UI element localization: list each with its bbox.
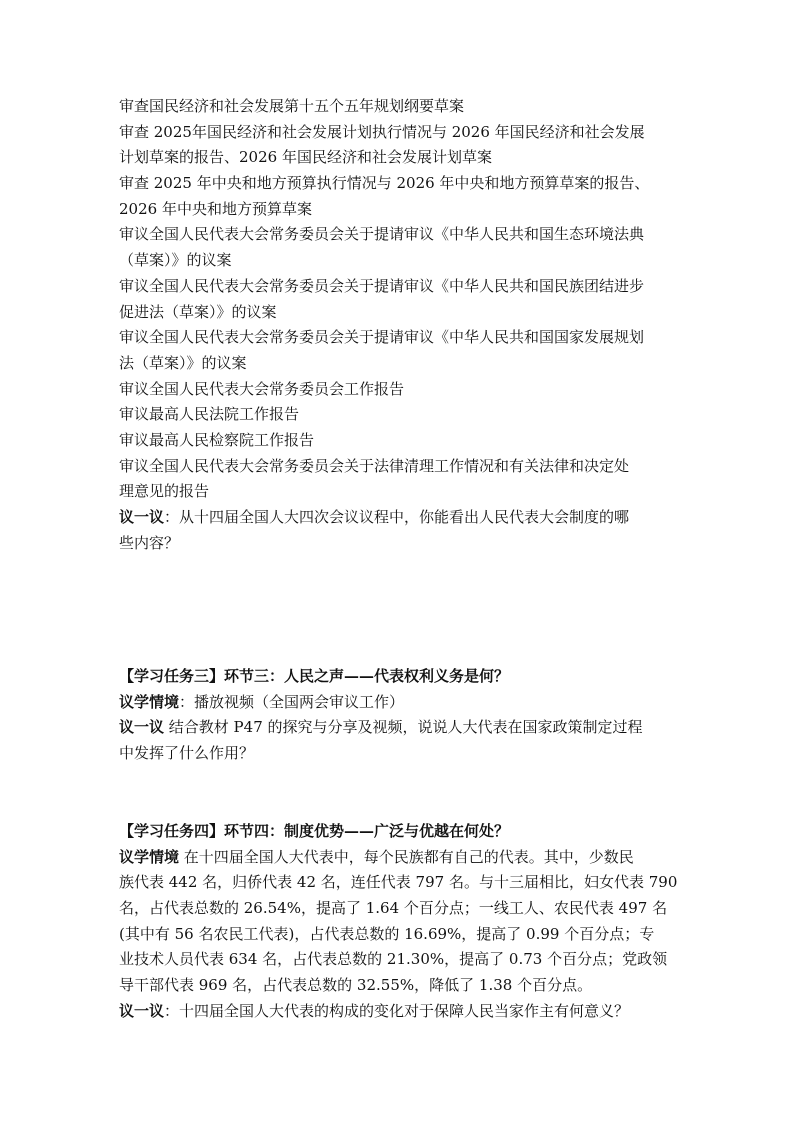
agenda-discuss-line-2: 些内容？ — [119, 533, 180, 552]
task3-discuss-label: 议一议 — [119, 718, 165, 737]
task3-title: 【学习任务三】环节三：人民之声——代表权利义务是何？ — [119, 667, 510, 685]
task4-situation-line-6: 导干部代表 969 名，占代表总数的 32.55%，降低了 1.38 个百分点。 — [119, 976, 593, 995]
agenda-item-7: 审议全国人民代表大会常务委员会工作报告 — [119, 379, 405, 398]
task4-situation-label: 议学情境 — [119, 847, 180, 866]
task3-situation-label: 议学情境 — [119, 692, 180, 711]
task3-situation-text: ：播放视频（全国两会审议工作） — [179, 692, 405, 711]
task4-situation-line-3: 名，占代表总数的 26.54%，提高了 1.64 个百分点；一线工人、农民代表 497 名 — [119, 899, 668, 918]
agenda-item-10-line-2: 理意见的报告 — [119, 482, 210, 501]
task4-title: 【学习任务四】环节四：制度优势——广泛与优越在何处？ — [119, 822, 510, 840]
agenda-item-2-line-2: 计划草案的报告、2026 年国民经济和社会发展计划草案 — [119, 148, 492, 167]
agenda-item-1-line-1: 审查国民经济和社会发展第十五个五年规划纲要草案 — [119, 97, 465, 115]
task4-discuss — [119, 999, 679, 1025]
agenda-item-4-line-2: （草案）》的议案 — [119, 251, 232, 270]
agenda-item-5-line-1: 审议全国人民代表大会常务委员会关于提请审议《中华人民共和国民族团结进步 — [119, 276, 645, 295]
task4-situation-line-2: 族代表 442 名，归侨代表 42 名，连任代表 797 名。与十三届相比，妇女代表 790 — [119, 873, 678, 892]
agenda-discuss-text: ：从十四届全国人大四次会议议程中，你能看出人民代表大会制度的哪 — [164, 508, 630, 526]
task3-situation — [119, 690, 679, 716]
agenda-item-4-line-1: 审议全国人民代表大会常务委员会关于提请审议《中华人民共和国生态环境法典 — [119, 225, 645, 244]
task3-section — [119, 664, 679, 767]
agenda-item-5-line-2: 促进法（草案）》的议案 — [119, 302, 277, 321]
agenda-discuss-line-1 — [119, 505, 679, 531]
task4-discuss-text: ：十四届全国人大代表的构成的变化对于保障人民当家作主有何意义？ — [164, 1001, 630, 1020]
agenda-item-8: 审议最高人民法院工作报告 — [119, 405, 300, 424]
agenda-item-9: 审议最高人民检察院工作报告 — [119, 430, 315, 449]
agenda-discuss-label: 议一议 — [119, 508, 165, 526]
agenda-list — [119, 94, 679, 556]
agenda-item-3-line-1: 审查 2025 年中央和地方预算执行情况与 2026 年中央和地方预算草案的报告、 — [119, 174, 650, 193]
agenda-item-10-line-1: 审议全国人民代表大会常务委员会关于法律清理工作情况和有关法律和决定处 — [119, 456, 630, 475]
task4-situation-line-1 — [119, 845, 679, 871]
task3-discuss-text: 结合教材 P47 的探究与分享及视频，说说人大代表在国家政策制定过程 — [164, 718, 643, 737]
agenda-item-3-line-2: 2026 年中央和地方预算草案 — [119, 199, 312, 218]
agenda-item-6-line-1: 审议全国人民代表大会常务委员会关于提请审议《中华人民共和国国家发展规划 — [119, 328, 645, 347]
task4-situation-line-4: (其中有 56 名农民工代表)，占代表总数的 16.69%，提高了 0.99 个百分点；专 — [119, 924, 655, 943]
task4-situation-line-5: 业技术人员代表 634 名，占代表总数的 21.30%，提高了 0.73 个百分点；党政领 — [119, 950, 668, 969]
agenda-item-6-line-2: 法（草案）》的议案 — [119, 353, 247, 372]
agenda-item-2-line-1: 审查 2025年国民经济和社会发展计划执行情况与 2026 年国民经济和社会发展 — [119, 122, 645, 141]
task3-discuss-line-2: 中发挥了什么作用？ — [119, 744, 255, 763]
task4-situation-text: 在十四届全国人大代表中，每个民族都有自己的代表。其中，少数民 — [179, 847, 634, 866]
task3-discuss-line-1 — [119, 715, 679, 741]
task4-section — [119, 819, 679, 1025]
task4-discuss-label: 议一议 — [119, 1001, 165, 1020]
